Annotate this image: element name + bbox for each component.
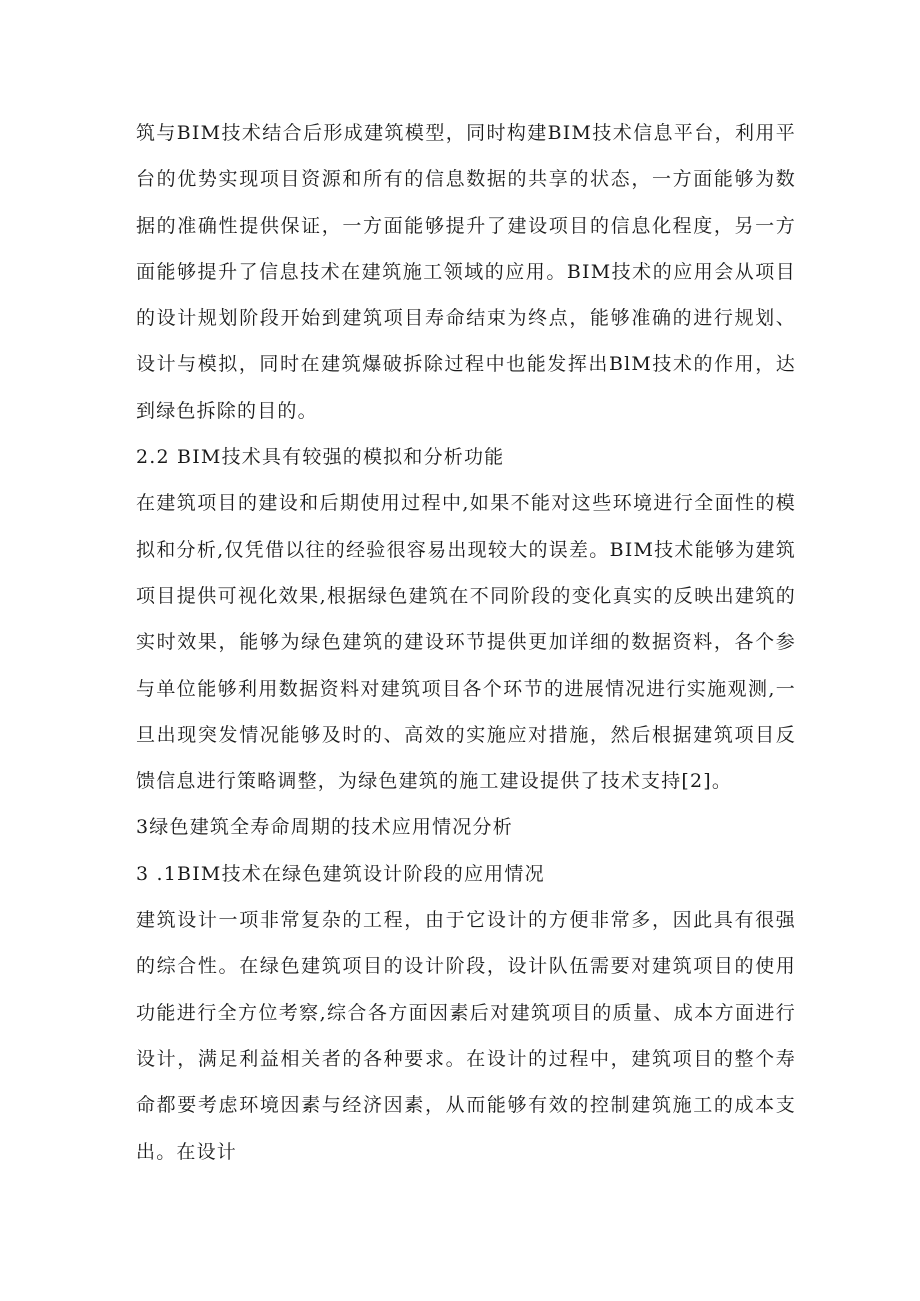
- paragraph-design-stage: 建筑设计一项非常复杂的工程，由于它设计的方便非常多，因此具有很强的综合性。在绿色建筑项目的设计阶段，设计队伍需要对建筑项目的使用功能进行全方位考察,综合各方面因素后对建筑项目的质量、成本方面进行设计，满足利益相关者的各种要求。在设计的过程中，建筑项目的整个寿命都要考虑环境因素与经济因素，从而能够有效的控制建筑施工的成本支出。在设计: [136, 909, 796, 1163]
- document-body: [136, 110, 796, 1175]
- section-heading-3: 3绿色建筑全寿命周期的技术应用情况分析: [136, 816, 513, 839]
- paragraph-bim-platform: 筑与BIM技术结合后形成建筑模型，同时构建BIM技术信息平台，利用平台的优势实现项目资源和所有的信息数据的共享的状态，一方面能够为数据的准确性提供保证，一方面能够提升了建设项目的信息化程度，另一方面能够提升了信息技术在建筑施工领域的应用。BIM技术的应用会从项目的设计规划阶段开始到建筑项目寿命结束为终点，能够准确的进行规划、设计与模拟，同时在建筑爆破拆除过程中也能发挥出BlM技术的作用，达到绿色拆除的目的。: [136, 122, 796, 422]
- paragraph-simulation-analysis: 在建筑项目的建设和后期使用过程中,如果不能对这些环境进行全面性的模拟和分析,仅凭借以往的经验很容易出现较大的误差。BIM技术能够为建筑项目提供可视化效果,根据绿色建筑在不同阶段的变化真实的反映出建筑的实时效果，能够为绿色建筑的建设环节提供更加详细的数据资料，各个参与单位能够利用数据资料对建筑项目各个环节的进展情况进行实施观测,一旦出现突发情况能够及时的、高效的实施应对措施，然后根据建筑项目反馈信息进行策略调整，为绿色建筑的施工建设提供了技术支持[2]。: [136, 492, 796, 793]
- section-heading-3-1: 3 .1BIM技术在绿色建筑设计阶段的应用情况: [136, 862, 545, 885]
- section-heading-2-2: 2.2 BIM技术具有较强的模拟和分析功能: [136, 446, 505, 469]
